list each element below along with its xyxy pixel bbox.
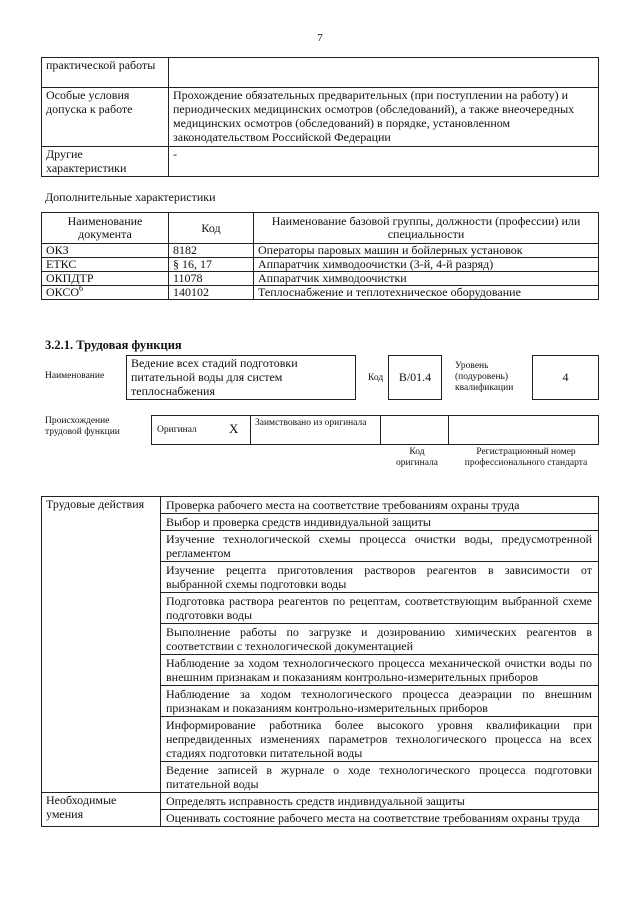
table-row bbox=[42, 497, 599, 514]
action-item: Наблюдение за ходом технологического процесса деаэрации по внешним признакам и показаниям контрольно-измерительных приборов bbox=[161, 686, 599, 717]
footnote-mark: 6 bbox=[79, 284, 84, 293]
row-value: - bbox=[169, 147, 599, 177]
doc-cell: ОКПДТР bbox=[42, 272, 169, 286]
action-item: Проверка рабочего места на соответствие требованиям охраны труда bbox=[161, 497, 599, 514]
table-row bbox=[42, 258, 599, 272]
code-cell: § 16, 17 bbox=[169, 258, 254, 272]
action-item: Подготовка раствора реагентов по рецептам, соответствующим выбранной схеме подготовки воды bbox=[161, 593, 599, 624]
table-row bbox=[42, 244, 599, 258]
table-row bbox=[42, 272, 599, 286]
doc-cell: ЕТКС bbox=[42, 258, 169, 272]
origin-row bbox=[151, 415, 599, 445]
reg-number-label: Регистрационный номер профессионального стандарта bbox=[464, 447, 588, 468]
conditions-table bbox=[41, 57, 599, 177]
additional-characteristics-table bbox=[41, 212, 599, 300]
divider bbox=[250, 416, 251, 444]
code-label: Код bbox=[368, 373, 384, 383]
row-value: Прохождение обязательных предварительных (при поступлении на работу) и периодических медицинских осмотров (обследований), а также внеочередных медицинских осмотров (обследований) в порядке, установленном законодательством Российской Федерации bbox=[169, 88, 599, 147]
table-row bbox=[42, 147, 599, 177]
column-header: Код bbox=[169, 213, 254, 244]
name-cell: Операторы паровых машин и бойлерных установок bbox=[254, 244, 599, 258]
origin-code-label: Код оригинала bbox=[396, 447, 438, 468]
code-cell: 8182 bbox=[169, 244, 254, 258]
column-header: Наименование базовой группы, должности (профессии) или специальности bbox=[254, 213, 599, 244]
table-row bbox=[42, 88, 599, 147]
actions-table bbox=[41, 496, 599, 827]
function-name: Ведение всех стадий подготовки питательной воды для систем теплоснабжения bbox=[126, 355, 356, 400]
origin-label: Происхождение трудовой функции bbox=[45, 416, 120, 437]
action-item: Выбор и проверка средств индивидуальной защиты bbox=[161, 514, 599, 531]
table-row bbox=[42, 286, 599, 300]
action-item: Изучение рецепта приготовления растворов реагентов в зависимости от выбранной схемы подготовки воды bbox=[161, 562, 599, 593]
original-mark: X bbox=[229, 421, 239, 436]
divider bbox=[380, 416, 381, 444]
page-number: 7 bbox=[317, 32, 323, 44]
original-label: Оригинал bbox=[157, 425, 197, 435]
action-item: Ведение записей в журнале о ходе технологического процесса подготовки питательной воды bbox=[161, 762, 599, 793]
column-header: Наименование документа bbox=[42, 213, 169, 244]
doc-cell: ОКСО$^6$ bbox=[42, 286, 169, 300]
additional-caption: Дополнительные характеристики bbox=[45, 190, 216, 204]
function-code: В/01.4 bbox=[388, 355, 442, 400]
action-item: Выполнение работы по загрузке и дозированию химических реагентов в соответствии с технологической документацией bbox=[161, 624, 599, 655]
doc-cell: ОКЗ bbox=[42, 244, 169, 258]
code-cell: 140102 bbox=[169, 286, 254, 300]
row-label: Другие характеристики bbox=[42, 147, 169, 177]
table-row bbox=[42, 58, 599, 88]
name-cell: Аппаратчик химводоочистки (3-й, 4-й разряд) bbox=[254, 258, 599, 272]
divider bbox=[448, 416, 449, 444]
table-row bbox=[42, 793, 599, 810]
function-title: 3.2.1. Трудовая функция bbox=[45, 338, 182, 352]
skills-header: Необходимые умения bbox=[42, 793, 161, 827]
level-value: 4 bbox=[532, 355, 599, 400]
skill-item: Определять исправность средств индивидуальной защиты bbox=[161, 793, 599, 810]
name-cell: Аппаратчик химводоочистки bbox=[254, 272, 599, 286]
name-cell: Теплоснабжение и теплотехническое оборудование bbox=[254, 286, 599, 300]
row-label: Особые условия допуска к работе bbox=[42, 88, 169, 147]
borrowed-label: Заимствовано из оригинала bbox=[255, 418, 367, 428]
level-label: Уровень (подуровень) квалификации bbox=[455, 361, 514, 393]
name-label: Наименование bbox=[45, 371, 105, 381]
table-header-row bbox=[42, 213, 599, 244]
skill-item: Оценивать состояние рабочего места на соответствие требованиям охраны труда bbox=[161, 810, 599, 827]
action-item: Информирование работника более высокого уровня квалификации при непредвиденных изменениях параметров технологического процесса на всех стадиях подготовки питательной воды bbox=[161, 717, 599, 762]
action-item: Наблюдение за ходом технологического процесса механической очистки воды по внешним признакам и показаниям контрольно-измерительных приборов bbox=[161, 655, 599, 686]
row-label: практической работы bbox=[42, 58, 169, 88]
actions-header: Трудовые действия bbox=[42, 497, 161, 793]
row-value bbox=[169, 58, 599, 88]
action-item: Изучение технологической схемы процесса очистки воды, предусмотренной регламентом bbox=[161, 531, 599, 562]
code-cell: 11078 bbox=[169, 272, 254, 286]
